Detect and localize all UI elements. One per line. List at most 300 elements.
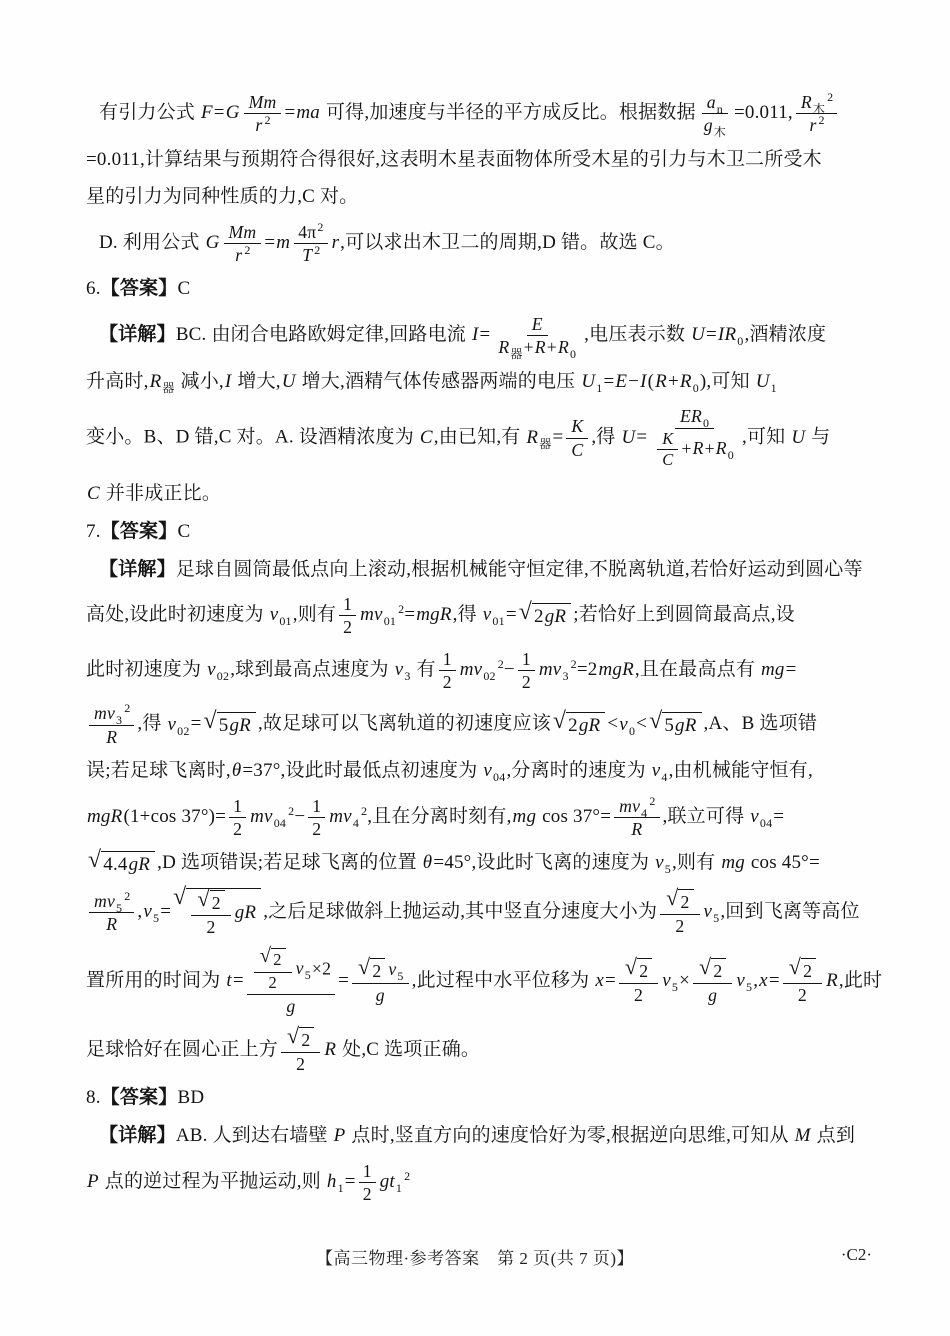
math-variable: R — [149, 370, 162, 392]
fraction-denominator — [339, 616, 356, 637]
superscript: 2 — [827, 90, 834, 104]
subscript: 器 — [510, 347, 523, 362]
math-variable: v — [619, 713, 628, 735]
fraction — [493, 314, 581, 362]
text-run: cos 37°= — [537, 805, 612, 827]
math-variable: v — [295, 958, 304, 979]
text-run: 2 — [797, 985, 807, 1006]
sqrt-expression — [552, 708, 605, 738]
subscript: 器 — [162, 380, 175, 395]
text-run: 增大,酒精气体传感器两端的电压 — [296, 370, 581, 392]
text-run: ,分离时的速度为 — [506, 760, 651, 781]
fraction — [191, 885, 230, 937]
math-variable: θ — [231, 760, 242, 781]
text-line — [86, 557, 882, 584]
text-run: 星的引力为同种性质的力,C 对。 — [86, 186, 359, 208]
math-variable: v — [655, 852, 664, 874]
text-run: 4.4 — [103, 853, 128, 875]
superscript: 2 — [818, 113, 825, 128]
text-line — [86, 846, 882, 877]
fraction-numerator — [359, 1161, 376, 1183]
text-run: = — [552, 426, 564, 448]
text-run: ,联立可得 — [662, 805, 750, 827]
text-line — [86, 883, 882, 937]
radicand — [678, 889, 693, 913]
fraction — [699, 92, 731, 140]
fraction-numerator — [247, 945, 335, 994]
subscript: 4 — [352, 815, 360, 830]
fraction-denominator — [626, 818, 647, 839]
text-run: 2 — [534, 606, 544, 628]
text-run: ,得 — [591, 426, 621, 448]
radicand — [299, 1027, 314, 1051]
fraction-denominator — [794, 984, 811, 1005]
superscript: 2 — [124, 701, 131, 716]
text-run: = — [284, 102, 296, 124]
sqrt-expression — [173, 883, 261, 937]
math-variable: I — [640, 370, 647, 392]
math-variable: R — [692, 438, 704, 459]
text-run: + — [546, 337, 557, 358]
sqrt-expression — [666, 884, 693, 913]
text-line — [86, 481, 882, 508]
math-variable: ma — [296, 102, 321, 124]
fraction-denominator — [671, 915, 688, 936]
radical-sign-icon: √ — [287, 1022, 300, 1048]
answer-7 — [86, 519, 882, 1074]
subscript: 4 — [641, 805, 648, 820]
radical-sign-icon: √ — [259, 945, 272, 968]
text-line — [86, 314, 882, 362]
text-run: 2 — [634, 985, 644, 1006]
math-variable: R — [324, 1039, 337, 1060]
text-run: = — [604, 970, 616, 992]
math-variable: x — [595, 970, 604, 992]
subscript: 5 — [746, 980, 753, 995]
text-run: ,故足球可以飞离轨道的初速度应该 — [257, 713, 551, 735]
radical-sign-icon: √ — [666, 884, 679, 910]
math-variable: C — [571, 439, 584, 460]
fraction-numerator — [675, 406, 714, 431]
page-footer — [0, 1244, 950, 1276]
subscript: 5 — [397, 968, 404, 983]
fraction — [229, 796, 246, 840]
math-variable: gR — [229, 715, 251, 737]
text-run: ×2 — [311, 958, 332, 979]
math-variable: R — [631, 818, 643, 839]
fraction-denominator — [292, 1053, 309, 1074]
text-run: ,且在最高点有 — [634, 658, 761, 680]
math-variable: mv — [360, 604, 383, 626]
math-variable: G — [205, 231, 220, 253]
text-run: ,A、B 选项错 — [703, 713, 818, 735]
fraction-numerator — [796, 92, 837, 114]
subscript: 0 — [692, 380, 699, 395]
fraction — [352, 954, 409, 1006]
math-variable: mv — [538, 658, 562, 680]
text-run: 点到 — [811, 1124, 856, 1146]
text-run: 8. — [86, 1087, 101, 1109]
text-run: = — [603, 370, 615, 392]
radical-sign-icon: √ — [788, 954, 802, 980]
fraction-numerator — [660, 884, 699, 915]
math-variable: g — [286, 995, 296, 1016]
math-variable: R — [800, 92, 812, 112]
text-line — [86, 945, 883, 1016]
text-run: − — [294, 805, 306, 827]
math-variable: h — [326, 1170, 337, 1192]
radical-sign-icon: √ — [518, 599, 532, 626]
superscript: 2 — [361, 803, 368, 818]
text-line — [86, 147, 882, 174]
text-run: = — [768, 970, 780, 992]
text-line — [86, 369, 882, 396]
text-run: 2 — [312, 818, 322, 839]
math-variable: F — [200, 102, 213, 124]
answer-header-line — [86, 276, 882, 303]
bold-label: 【答案】 — [100, 1087, 178, 1109]
text-run: < — [607, 713, 619, 735]
fraction-denominator — [281, 995, 300, 1016]
math-variable: U — [791, 426, 806, 448]
fraction-denominator — [630, 984, 647, 1005]
subscript: 5 — [153, 910, 160, 925]
sqrt-expression — [203, 708, 255, 738]
math-variable: mv — [94, 890, 115, 911]
text-line — [86, 1123, 882, 1150]
text-run: D. 利用公式 — [99, 231, 205, 253]
text-run: , — [137, 900, 143, 922]
math-variable: ER — [680, 406, 703, 427]
text-run: 1 — [312, 795, 322, 816]
radical-sign-icon: √ — [88, 846, 102, 873]
math-variable: U — [281, 370, 296, 392]
text-run: ,此过程中水平位移为 — [411, 970, 595, 992]
sqrt-expression — [649, 708, 701, 738]
math-variable: mv — [329, 805, 352, 827]
superscript: 2 — [317, 219, 324, 234]
text-line — [86, 184, 882, 211]
text-run: 处,C 选项正确。 — [337, 1039, 481, 1060]
fraction — [294, 219, 327, 266]
text-run: 2 — [233, 818, 243, 839]
fraction-denominator — [439, 671, 456, 692]
sqrt-expression — [624, 954, 652, 982]
superscript: 2 — [264, 113, 271, 128]
radicand — [186, 885, 261, 937]
fraction — [281, 1022, 320, 1075]
subscript: 1 — [596, 380, 603, 395]
radicand — [101, 851, 155, 877]
subscript: 5 — [664, 862, 671, 877]
subscript: 3 — [562, 668, 569, 683]
fraction-numerator — [89, 701, 134, 728]
math-variable: IR — [717, 324, 737, 346]
text-run: = — [190, 713, 202, 735]
fraction — [224, 222, 262, 266]
math-variable: v — [736, 970, 746, 992]
math-variable: mv — [250, 805, 273, 827]
superscript: 2 — [124, 888, 131, 903]
fraction-denominator — [250, 114, 274, 135]
text-run: 2 — [301, 1029, 311, 1050]
text-run: 增大, — [232, 370, 281, 392]
text-run: 并非成正比。 — [100, 483, 222, 505]
radicand — [662, 712, 701, 738]
subscript: 0 — [703, 416, 710, 431]
radicand — [271, 948, 285, 971]
sqrt-expression — [699, 954, 726, 982]
fraction-numerator — [657, 430, 678, 451]
math-variable: m — [276, 231, 291, 253]
text-run: = — [338, 970, 350, 992]
math-variable: gR — [234, 901, 257, 923]
math-variable: mv — [619, 795, 641, 816]
fraction-denominator — [308, 818, 325, 839]
radical-sign-icon: √ — [358, 954, 371, 980]
math-variable: r — [235, 245, 243, 266]
math-variable: Mm — [248, 92, 277, 112]
text-run: ,回到飞离等高位 — [720, 900, 860, 922]
bold-label: 【详解】 — [99, 558, 176, 580]
text-run: 2 — [268, 972, 277, 992]
text-run: =0.011,计算结果与预期符合得很好,这表明木星表面物体所受木星的引力与木卫二所受木 — [86, 148, 822, 170]
fraction-numerator — [439, 649, 456, 671]
text-run: ,由机械能守恒有, — [668, 760, 813, 781]
text-run: 1 — [442, 648, 452, 669]
math-variable: I — [224, 370, 232, 392]
superscript: 2 — [314, 243, 321, 258]
subscript: 5 — [304, 968, 311, 983]
text-run: 5 — [664, 715, 675, 737]
text-line — [86, 758, 882, 785]
fraction-denominator — [203, 916, 220, 937]
subscript: 02 — [216, 668, 230, 683]
subscript: 1 — [337, 1180, 344, 1195]
text-run: 5 — [218, 715, 229, 737]
math-variable: E — [615, 370, 628, 392]
text-run: + — [523, 337, 534, 358]
subscript: 木 — [713, 125, 726, 140]
subscript: 1 — [770, 380, 777, 395]
radical-sign-icon: √ — [552, 708, 567, 735]
radical-sign-icon: √ — [649, 708, 663, 735]
text-run: 误;若足球飞离时, — [86, 760, 231, 781]
text-run: (1+cos 37°)= — [123, 805, 227, 827]
math-variable: P — [333, 1124, 346, 1146]
math-variable: T — [302, 245, 313, 266]
math-variable: x — [759, 970, 768, 992]
subscript: 04 — [759, 815, 773, 830]
sqrt-expression — [287, 1022, 314, 1051]
math-variable: mv — [94, 703, 115, 724]
fraction — [518, 649, 535, 693]
math-variable: G — [225, 102, 240, 124]
math-variable: U — [621, 426, 636, 448]
text-run: = — [213, 102, 225, 124]
superscript: 2 — [404, 1168, 411, 1183]
text-run: = — [404, 604, 416, 626]
math-variable: K — [662, 428, 674, 448]
fraction-numerator — [518, 649, 535, 671]
text-run: , — [753, 970, 759, 992]
sqrt-expression — [259, 945, 286, 971]
fraction-numerator — [352, 954, 409, 984]
fraction-denominator — [518, 671, 535, 692]
text-run: ,且在分离时刻有, — [367, 805, 512, 827]
math-variable: mg — [721, 852, 745, 874]
text-run: ,可以求出木卫二的周期,D 错。故选 C。 — [340, 231, 675, 253]
math-variable: r — [255, 115, 263, 136]
text-run: 6. — [86, 278, 101, 300]
math-variable: E — [531, 314, 543, 335]
math-variable: I — [471, 324, 479, 346]
bold-label: 【答案】 — [100, 520, 178, 542]
text-run: 2 — [639, 961, 649, 982]
math-variable: gR — [675, 715, 697, 737]
subscript: 1 — [395, 1180, 403, 1195]
fraction-denominator — [703, 984, 722, 1005]
fraction-denominator — [229, 818, 246, 839]
math-variable: v — [167, 713, 177, 735]
subscript: 3 — [404, 668, 411, 683]
text-run: 2 — [206, 916, 216, 937]
math-variable: a — [706, 92, 716, 112]
fraction — [660, 884, 699, 936]
radicand — [801, 958, 816, 982]
math-variable: g — [375, 985, 385, 1006]
text-run: 高处,设此时初速度为 — [86, 604, 269, 626]
text-run: ,酒精浓度 — [744, 324, 827, 346]
text-run: − — [503, 658, 515, 680]
superscript: 2 — [570, 656, 577, 671]
text-run: = — [264, 231, 276, 253]
text-run: × — [679, 970, 691, 992]
math-variable: P — [87, 1170, 99, 1192]
fraction-numerator — [191, 885, 230, 916]
radicand — [370, 958, 385, 982]
math-variable: U — [755, 370, 770, 392]
subscript: 04 — [273, 815, 287, 830]
math-variable: R — [655, 370, 667, 392]
text-line — [86, 406, 882, 470]
bold-label: 【详解】 — [99, 324, 176, 346]
fraction — [693, 954, 732, 1006]
math-variable: K — [571, 416, 584, 437]
subscript: 3 — [116, 713, 123, 728]
text-run: 2 — [362, 1183, 372, 1204]
fraction-denominator — [265, 973, 281, 993]
superscript: 2 — [288, 803, 295, 818]
text-run: AB. 人到达右墙壁 — [175, 1124, 333, 1146]
text-run: ,D 选项错误;若足球飞离的位置 — [157, 852, 422, 874]
subscript: 5 — [713, 910, 720, 925]
fraction — [796, 92, 837, 136]
text-run: = — [232, 970, 244, 992]
text-run: ( — [647, 370, 655, 392]
text-run: = — [479, 324, 491, 346]
radicand — [217, 712, 256, 738]
fraction — [650, 406, 739, 470]
fraction-numerator — [294, 219, 327, 244]
fraction-denominator — [230, 244, 254, 265]
text-line — [86, 90, 882, 140]
math-variable: t — [226, 970, 232, 992]
math-variable: r — [331, 231, 340, 253]
subscript: 02 — [483, 668, 496, 683]
fraction-denominator — [101, 913, 122, 934]
text-run: = — [706, 324, 717, 346]
superscript: 2 — [497, 656, 504, 671]
text-run: 1 — [343, 594, 353, 615]
math-variable: C — [87, 483, 100, 505]
math-variable: mv — [459, 658, 483, 680]
fraction-numerator — [783, 954, 822, 984]
answer-header-line — [86, 519, 882, 546]
fraction-denominator — [804, 114, 828, 135]
subscript: 0 — [569, 347, 577, 362]
text-run: 置所用的时间为 — [86, 970, 226, 992]
fraction-numerator — [244, 92, 282, 114]
subscript: n — [716, 102, 723, 116]
math-variable: v — [662, 970, 671, 992]
text-line — [86, 1022, 882, 1075]
text-run: = — [160, 900, 172, 922]
text-run: + — [704, 438, 715, 459]
math-variable: mgR — [87, 805, 123, 827]
text-run: 2 — [713, 961, 723, 982]
text-run: =45°,设此时飞离的速度为 — [433, 852, 655, 874]
math-variable: mgR — [416, 604, 452, 626]
fraction — [566, 416, 588, 460]
math-variable: U — [581, 370, 596, 392]
footer-page-info: 【高三物理·参考答案 第 2 页(共 7 页)】 — [316, 1249, 634, 1268]
math-variable: mg — [761, 658, 785, 680]
answer-content — [86, 92, 882, 1215]
text-run: 此时初速度为 — [86, 658, 207, 680]
text-run: =37°,设此时最低点初速度为 — [242, 760, 483, 781]
fraction — [89, 888, 134, 935]
math-variable: v — [651, 760, 661, 781]
text-run: ),可知 — [699, 370, 755, 392]
text-run: = — [773, 805, 785, 827]
math-variable: θ — [422, 852, 433, 874]
fraction-denominator — [699, 114, 731, 140]
text-run: 升高时, — [86, 370, 149, 392]
radical-sign-icon: √ — [699, 954, 712, 980]
fraction-numerator — [281, 1022, 320, 1053]
fraction — [89, 703, 134, 747]
math-variable: mgR — [598, 658, 634, 680]
text-run: 2 — [442, 672, 452, 693]
math-variable: g — [708, 985, 718, 1006]
footer-exam-code: ·C2· — [840, 1245, 872, 1264]
fraction — [339, 594, 356, 638]
text-run: 2 — [211, 892, 221, 913]
fraction-numerator — [224, 222, 262, 244]
text-run: 2 — [372, 961, 382, 982]
subscript: 01 — [383, 614, 397, 629]
text-run: C — [177, 520, 191, 542]
text-run: 有 — [411, 658, 436, 680]
text-run: = — [785, 658, 797, 680]
text-run: cos 45°= — [745, 852, 820, 874]
math-variable: r — [809, 115, 817, 136]
fraction-numerator — [619, 954, 658, 984]
text-run: 点时,竖直方向的速度恰好为零,根据逆向思维,可知从 — [346, 1124, 794, 1146]
math-variable: g — [703, 115, 713, 136]
text-run: ;若恰好上到圆筒最高点,设 — [573, 604, 795, 626]
